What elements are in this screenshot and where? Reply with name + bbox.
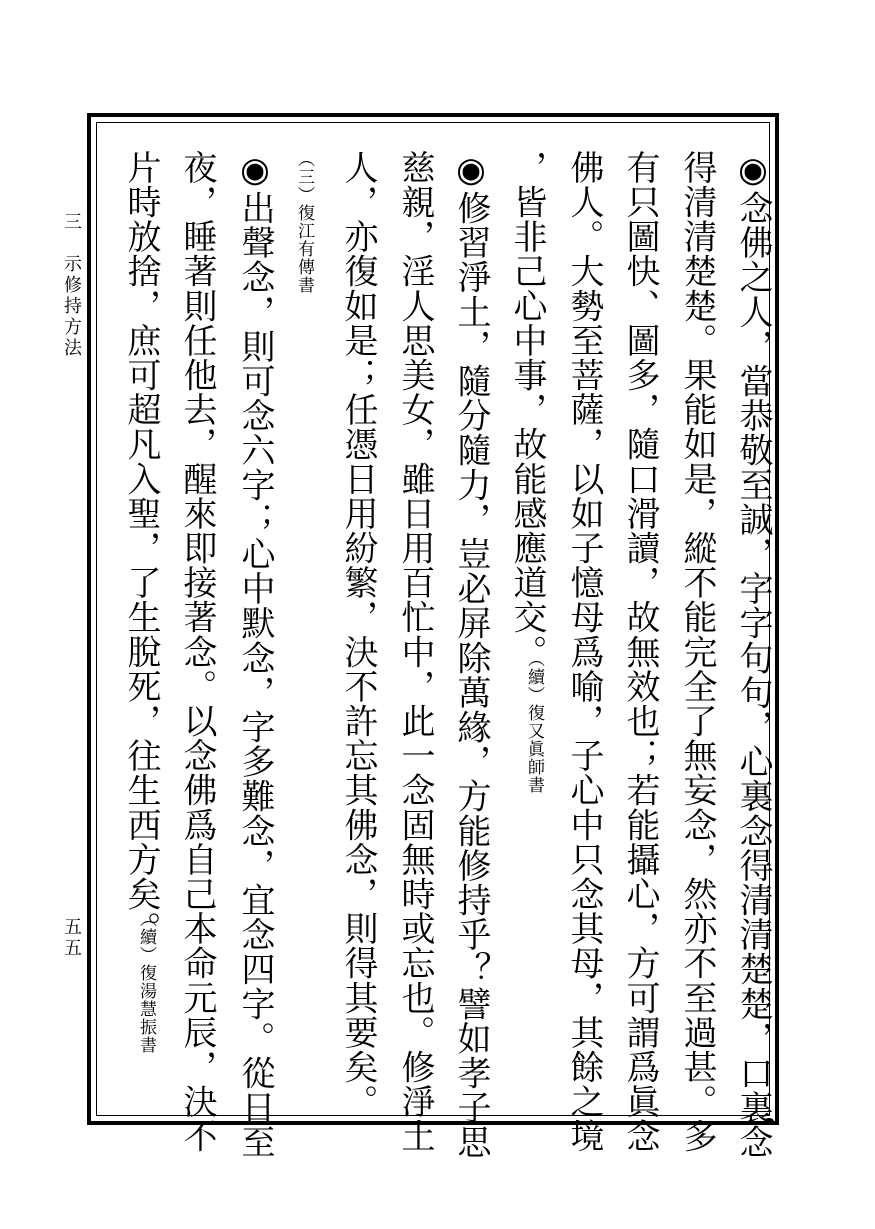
text-column-11: 片時放捨，庶可超凡入聖，了生脫死，往生西方矣。 (121, 150, 161, 946)
page-number: 五五 (61, 917, 82, 959)
text-column-5: ，皆非己心中事，故能感應道交。 (507, 150, 547, 669)
text-column-7: 慈親，淫人思美女，雖日用百忙中，此一念固無時或忘也。修淨土 (395, 150, 435, 1154)
text-column-2: 得清清楚楚。果能如是，縱不能完全了無妄念，然亦不至過甚。多 (677, 150, 717, 1154)
text-column-4: 佛人。大勢至菩薩，以如子憶母爲喻，子心中只念其母，其餘之境 (564, 150, 604, 1154)
note-column-1: （續）復又眞師書 (524, 650, 544, 794)
text-column-8: 人，亦復如是；任憑日用紛繁，決不許忘其佛念，則得其要矣。 (338, 150, 378, 1119)
text-column-10: 夜，睡著則任他去，醒來即接著念。以念佛爲自己本命元辰，決不 (177, 150, 217, 1154)
section-header: 三 示修持方法 (61, 212, 82, 359)
text-column-1: ◉念佛之人，當恭敬至誠，字字句句，心裏念得清清楚楚，口裏念 (733, 150, 773, 1160)
note-column-3: （續）復湯慧振書 (136, 910, 156, 1054)
text-column-3: 有只圖快、圖多，隨口滑讀，故無效也；若能攝心，方可謂爲眞念 (620, 150, 660, 1154)
text-column-6: ◉修習淨土，隨分隨力，豈必屏除萬緣，方能修持乎？譬如孝子思 (451, 150, 491, 1160)
note-column-2: （三）復江有傳書 (294, 150, 314, 294)
text-column-9: ◉出聲念，則可念六字；心中默念，字多難念，宜念四字。從日至 (235, 150, 275, 1160)
